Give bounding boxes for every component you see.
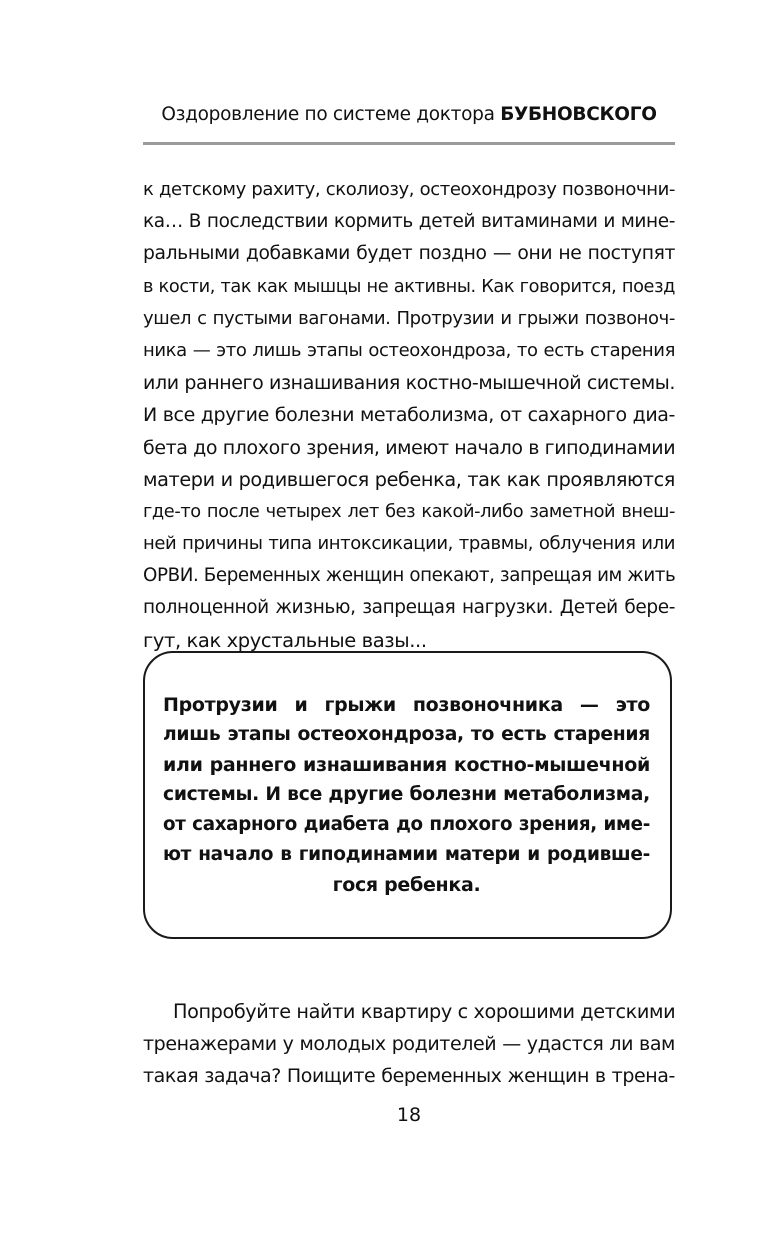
- text-line: ника — это лишь этапы остеохондроза, то есть старения: [143, 339, 675, 361]
- text-line: ка… В последствии кормить детей витаминами и мине-: [143, 211, 675, 233]
- text-line: к детскому рахиту, сколиозу, остеохондрозу позвоночни-: [143, 179, 675, 200]
- paragraph-next: [143, 996, 675, 1093]
- page-number: 18: [396, 1104, 422, 1126]
- text-line: ОРВИ. Беременных женщин опекают, запрещая им жить: [143, 565, 675, 587]
- text-line: где-то после четырех лет без какой-либо заметной внеш-: [143, 501, 675, 522]
- text-line: И все другие болезни метаболизма, от сахарного диа-: [143, 404, 675, 427]
- text-line: ральными добавками будет поздно — они не поступят: [143, 243, 675, 265]
- callout-text: [163, 690, 650, 900]
- text-line: ней причины типа интоксикации, травмы, облучения или: [143, 533, 675, 555]
- author-name: БУБНОВСКОГО: [500, 104, 657, 125]
- callout-line: Протрузии и грыжи позвоночника — это: [163, 694, 650, 716]
- text-line: Попробуйте найти квартиру с хорошими детскими: [173, 1000, 675, 1023]
- text-line: ушел с пустыми вагонами. Протрузии и грыжи позвоноч-: [143, 307, 675, 329]
- callout-line: лишь этапы остеохондроза, то есть старения: [163, 724, 650, 745]
- text-line: или раннего изнашивания костно-мышечной системы.: [143, 372, 675, 395]
- callout-line: системы. И все другие болезни метаболизма,: [163, 784, 650, 805]
- callout-line: или раннего изнашивания костно-мышечной: [163, 754, 650, 776]
- running-header: [143, 104, 675, 130]
- callout-line: гося ребенка.: [332, 874, 481, 896]
- text-line: полноценной жизнью, запрещая нагрузки. Детей бере-: [143, 597, 675, 619]
- text-line: в кости, так как мышцы не активны. Как говорится, поезд: [143, 276, 675, 297]
- text-line: тренажерами у молодых родителей — удастся ли вам: [143, 1033, 675, 1056]
- callout-line: ют начало в гиподинамии матери и родивше-: [163, 844, 650, 865]
- text-line: такая задача? Поищите беременных женщин в трена-: [143, 1065, 675, 1088]
- text-line: бета до плохого зрения, имеют начало в гиподинамии: [143, 436, 675, 459]
- paragraph-main: [143, 174, 675, 657]
- text-line: гут, как хрустальные вазы...: [143, 628, 427, 652]
- callout-line: от сахарного диабета до плохого зрения, име-: [163, 814, 650, 835]
- header-rule: [143, 142, 675, 145]
- book-title: Оздоровление по системе доктора: [161, 104, 495, 125]
- text-line: матери и родившегося ребенка, так как проявляются: [143, 467, 675, 491]
